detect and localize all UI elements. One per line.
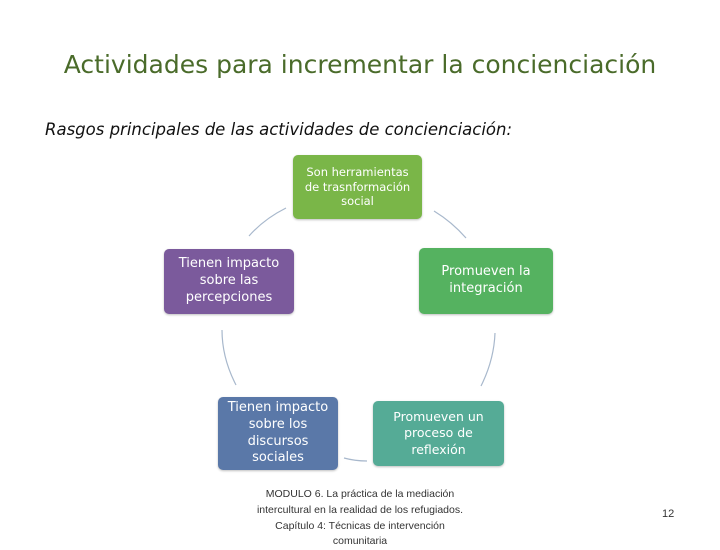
page-number: 12 bbox=[662, 508, 675, 520]
connector-bottomright-bottomleft bbox=[344, 458, 367, 461]
node-promueven-reflexion bbox=[373, 401, 504, 466]
node-promueven-reflexion-label: Promueven un proceso de reflexión bbox=[393, 409, 484, 457]
connector-bottomleft-left bbox=[222, 330, 236, 385]
node-herramientas-transformacion-label: Son herramientas de trasnformación social bbox=[304, 164, 411, 209]
connector-top-right bbox=[434, 211, 466, 238]
node-impacto-percepciones-label: Tienen impacto sobre las percepciones bbox=[178, 256, 280, 305]
node-impacto-discursos bbox=[218, 397, 338, 470]
node-impacto-percepciones bbox=[164, 249, 294, 314]
footer-text: MODULO 6. La práctica de la mediación intercultural en la realidad de los refugiados. Capítulo 4: Técnicas de intervención comunitaria bbox=[256, 488, 464, 548]
node-herramientas-transformacion bbox=[293, 155, 422, 219]
node-promueven-integracion-label: Promueven la integración bbox=[441, 264, 531, 296]
connector-left-top bbox=[249, 208, 286, 236]
node-promueven-integracion bbox=[419, 248, 553, 314]
slide-subtitle: Rasgos principales de las actividades de concienciación: bbox=[45, 120, 513, 139]
node-impacto-discursos-label: Tienen impacto sobre los discursos sociales bbox=[227, 399, 329, 466]
slide-title: Actividades para incrementar la concienciación bbox=[63, 50, 657, 79]
connector-right-bottomright bbox=[481, 333, 495, 386]
